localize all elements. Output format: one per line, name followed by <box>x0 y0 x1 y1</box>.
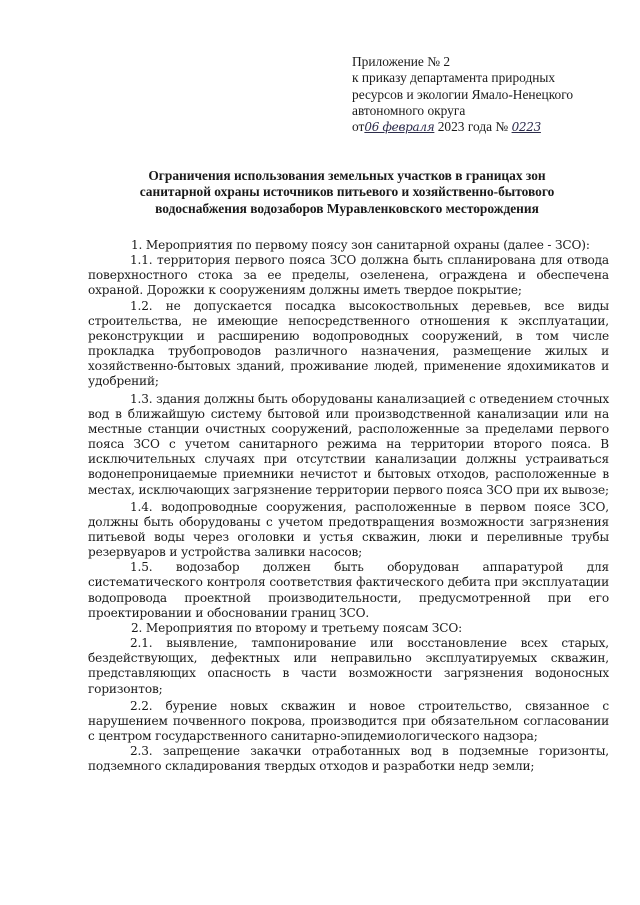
item-1-5: 1.5. водозабор должен быть оборудован аппаратурой для систематического контроля соответствия фактического дебита при эксплуатации водопровода проектной производительности, предусмотренной при его проектировании и обосновании границ ЗСО. <box>88 560 609 620</box>
item-1-1: 1.1. территория первого пояса ЗСО должна быть спланирована для отвода поверхностного стока за ее пределы, озеленена, ограждена и обеспечена охраной. Дорожки к сооружениям должны иметь твердое покрытие; <box>88 253 609 298</box>
appendix-order-ref: к приказу департамента природных <box>352 70 556 86</box>
document-body <box>88 238 609 774</box>
item-1-2: 1.2. не допускается посадка высокоствольных деревьев, все виды строительства, не имеющие непосредственного отношения к эксплуатации, реконструкции и расширению водопроводных сооружений, в том числе прокладка трубопроводов различного назначения, размещение жилых и хозяйственно-бытовых зданий, проживание людей, применение ядохимикатов и удобрений; <box>88 298 609 389</box>
handwritten-date: 06 февраля <box>364 120 435 135</box>
section-2-heading: 2. Мероприятия по второму и третьему поясам ЗСО: <box>131 620 463 635</box>
appendix-number: Приложение № 2 <box>352 54 451 69</box>
appendix-header <box>352 54 612 135</box>
item-1-3: 1.3. здания должны быть оборудованы канализацией с отведением сточных вод в ближайшую систему бытовой или производственной канализации или на местные станции очистных сооружений, расположенные за пределами первого пояса ЗСО с учетом санитарного режима на территории второго пояса. В исключительных случаях при отсутствии канализации должны устраиваться водонепроницаемые приемники нечистот и бытовых отходов, расположенные в местах, исключающих загрязнение территории первого пояса ЗСО при их вывозе; <box>88 391 609 497</box>
title-line-1: Ограничения использования земельных участков в границах зон <box>148 168 546 183</box>
item-2-1: 2.1. выявление, тампонирование или восстановление всех старых, бездействующих, дефектных или неправильно эксплуатируемых скважин, представляющих опасность в части возможности загрязнения водоносных горизонтов; <box>88 636 609 696</box>
document-title <box>96 168 598 217</box>
appendix-year: 2023 года № <box>434 119 509 135</box>
title-line-3: водоснабжения водозаборов Муравленковского месторождения <box>155 200 539 216</box>
appendix-date-prefix: от <box>352 119 365 135</box>
item-2-2: 2.2. бурение новых скважин и новое строительство, связанное с нарушением почвенного покрова, производится при обязательном согласовании с центром государственного санитарно-эпидемиологического надзора; <box>88 698 609 743</box>
handwritten-order-number: 0223 <box>511 120 541 135</box>
section-1-heading: 1. Мероприятия по первому поясу зон санитарной охраны (далее - ЗСО): <box>131 238 590 252</box>
appendix-region: автономного округа <box>352 102 466 118</box>
item-2-3: 2.3. запрещение закачки отработанных вод в подземные горизонты, подземного складирования твердых отходов и разработки недр земли; <box>88 744 609 774</box>
item-1-4: 1.4. водопроводные сооружения, расположенные в первом поясе ЗСО, должны быть оборудованы с учетом предотвращения возможности загрязнения питьевой воды через оголовки и устья скважин, люки и переливные трубы резервуаров и устройства заливки насосов; <box>88 499 609 560</box>
title-line-2: санитарной охраны источников питьевого и хозяйственно-бытового <box>139 184 555 200</box>
appendix-department: ресурсов и экологии Ямало-Ненецкого <box>352 86 574 102</box>
appendix-date-line <box>352 119 612 135</box>
